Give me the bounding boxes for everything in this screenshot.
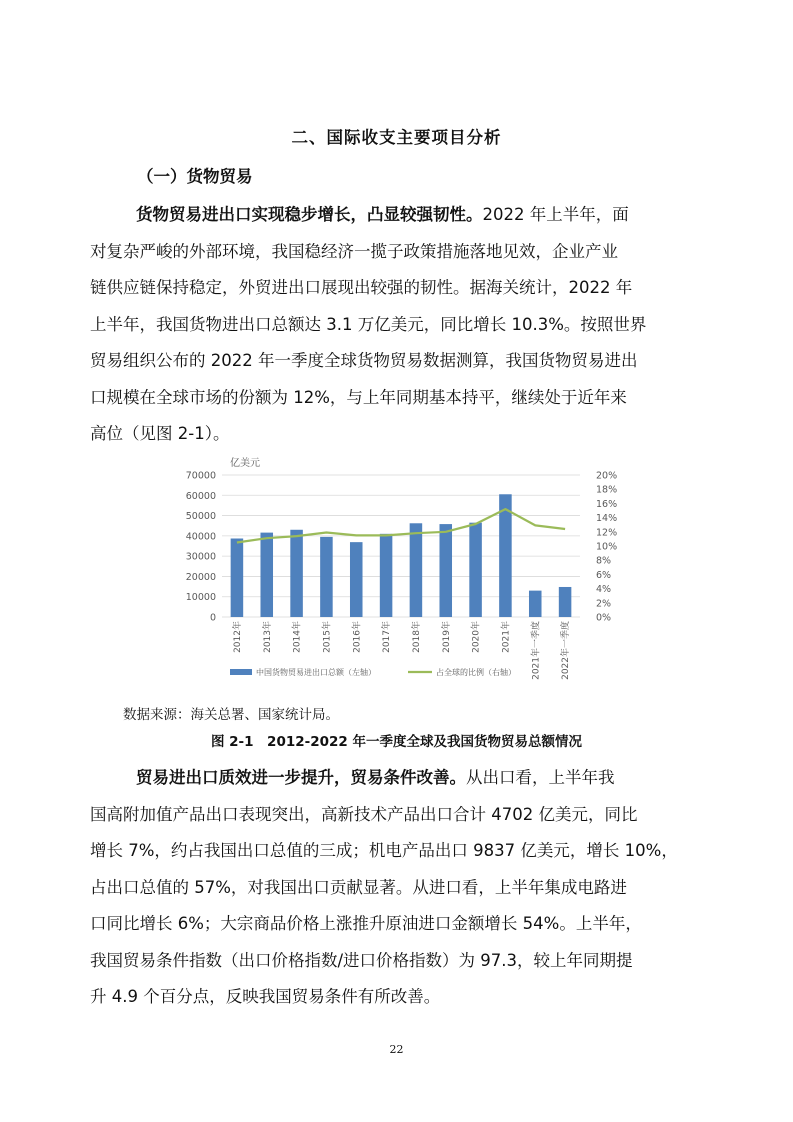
x-axis-tick-label: 2015年 — [322, 621, 333, 653]
right-axis-tick-label: 4% — [596, 584, 612, 596]
section-title: 二、国际收支主要项目分析 — [291, 128, 502, 147]
bar — [559, 587, 572, 617]
x-axis-tick-label: 2020年 — [471, 621, 482, 653]
bar — [529, 591, 542, 617]
bar — [290, 530, 303, 617]
right-axis-tick-label: 2% — [596, 598, 612, 610]
bar — [469, 523, 482, 617]
right-axis-tick-label: 8% — [596, 555, 612, 567]
right-axis-tick-label: 18% — [596, 484, 618, 496]
x-axis-tick-label: 2012年 — [232, 621, 243, 653]
x-axis-tick-label: 2022年一季度 — [561, 621, 572, 680]
right-axis-tick-label: 20% — [596, 470, 618, 482]
x-axis-tick-label: 2021年 — [501, 621, 512, 653]
paragraph-text-line: 口规模在全球市场的份额为 12%，与上年同期基本持平，继续处于近年来 — [90, 387, 627, 407]
left-axis-tick-label: 30000 — [185, 551, 216, 563]
left-axis-tick-label: 60000 — [185, 490, 216, 502]
left-axis-tick-label: 70000 — [185, 470, 216, 482]
x-axis-tick-label: 2014年 — [292, 621, 303, 653]
paragraph-text-line: 从出口看，上半年我 — [466, 768, 615, 787]
bar — [320, 537, 333, 617]
paragraph-text-line: 我国贸易条件指数（出口价格指数/进口价格指数）为 97.3，较上年同期提 — [90, 950, 633, 970]
page-number: 22 — [389, 1043, 404, 1056]
paragraph-text-line: 2022 年上半年，面 — [482, 205, 629, 224]
x-axis-tick-label: 2019年 — [441, 621, 452, 653]
left-axis-tick-label: 40000 — [185, 531, 216, 543]
left-axis-tick-label: 50000 — [185, 511, 216, 523]
x-axis-tick-label: 2017年 — [382, 621, 393, 653]
paragraph-goods-trade-growth — [90, 197, 702, 453]
paragraph-text-line: 高位（见图 2-1）。 — [90, 424, 230, 443]
left-axis-tick-label: 0 — [209, 612, 216, 624]
right-axis-tick-label: 12% — [596, 527, 618, 539]
x-axis-tick-label: 2016年 — [352, 621, 363, 653]
legend-label-bar: 中国货物贸易进出口总额（左轴） — [256, 668, 376, 677]
share-line — [237, 509, 565, 542]
paragraph-text-line: 升 4.9 个百分点，反映我国贸易条件有所改善。 — [90, 987, 441, 1006]
legend-swatch-bar — [230, 669, 252, 675]
paragraph-text-line: 占出口总值的 57%，对我国出口贡献显著。从进口看，上半年集成电路进 — [90, 877, 627, 897]
bar — [380, 534, 393, 617]
right-axis-tick-label: 16% — [596, 498, 618, 510]
paragraph-text-line: 链供应链保持稳定，外贸进出口展现出较强的韧性。据海关统计，2022 年 — [90, 278, 633, 297]
left-axis-tick-label: 10000 — [185, 592, 216, 604]
bar — [439, 524, 452, 617]
bar — [231, 538, 244, 617]
paragraph-text-line: 对复杂严峻的外部环境，我国稳经济一揽子政策措施落地见效，企业产业 — [90, 241, 618, 261]
paragraph-text-line: 增长 7%，约占我国出口总值的三成；机电产品出口 9837 亿美元，增长 10%， — [90, 841, 678, 860]
right-axis-tick-label: 14% — [596, 513, 618, 525]
paragraph-text-line: 国高附加值产品出口表现突出，高新技术产品出口合计 4702 亿美元，同比 — [90, 804, 638, 824]
bar — [410, 523, 423, 617]
paragraph-text-line: 上半年，我国货物进出口总额达 3.1 万亿美元，同比增长 10.3%。按照世界 — [90, 314, 647, 334]
figure-caption: 图 2-1 2012-2022 年一季度全球及我国货物贸易总额情况 — [210, 734, 583, 750]
right-axis-tick-label: 0% — [596, 612, 612, 624]
left-axis-tick-label: 20000 — [185, 571, 216, 583]
x-axis-tick-label: 2013年 — [262, 621, 273, 653]
paragraph-lead: 货物贸易进出口实现稳步增长，凸显较强韧性。 — [136, 205, 483, 224]
trade-chart — [170, 450, 630, 695]
bar — [350, 542, 363, 617]
bar — [260, 533, 273, 617]
right-axis-tick-label: 6% — [596, 569, 612, 581]
paragraph-trade-quality — [90, 760, 702, 1016]
paragraph-text-line: 贸易组织公布的 2022 年一季度全球货物贸易数据测算，我国货物贸易进出 — [90, 351, 638, 370]
legend-label-line: 占全球的比例（右轴） — [436, 668, 516, 677]
x-axis-tick-label: 2018年 — [411, 621, 422, 653]
x-axis-tick-label: 2021年一季度 — [531, 621, 542, 680]
source-note: 数据来源：海关总署、国家统计局。 — [123, 707, 339, 723]
unit-label: 亿美元 — [230, 458, 260, 469]
right-axis-tick-label: 10% — [596, 541, 618, 553]
paragraph-lead: 贸易进出口质效进一步提升，贸易条件改善。 — [136, 768, 466, 787]
paragraph-text-line: 口同比增长 6%；大宗商品价格上涨推升原油进口金额增长 54%。上半年， — [90, 914, 642, 933]
subsection-title: （一）货物贸易 — [137, 167, 253, 186]
